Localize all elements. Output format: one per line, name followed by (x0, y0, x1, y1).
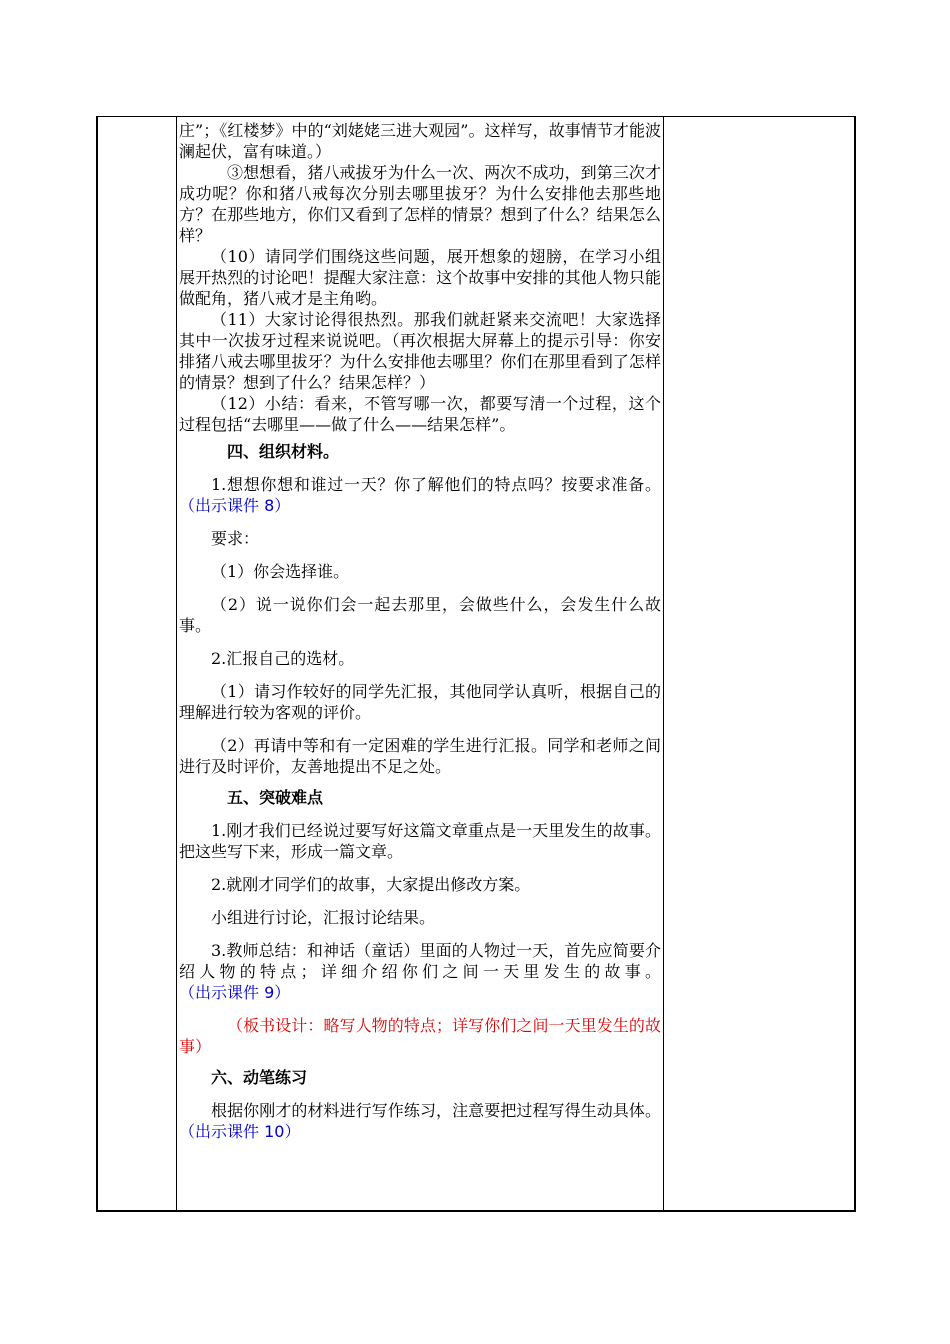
paragraph: 小组进行讨论，汇报讨论结果。 (211, 908, 436, 927)
paragraph: （2）再请中等和有一定困难的学生进行汇报。同学和老师之间进行及时评价，友善地提出不足之处。 (179, 736, 661, 776)
board-design-note: （板书设计：略写人物的特点；详写你们之间一天里发生的故事） (179, 1016, 661, 1056)
courseware-link: （出示课件 8） (179, 496, 291, 515)
column-divider-left (176, 117, 177, 1210)
section-heading-6: 六、动笔练习 (211, 1068, 308, 1087)
paragraph: （12）小结：看来，不管写哪一次，都要写清一个过程，这个过程包括“去哪里——做了什么——结果怎样”。 (179, 394, 661, 434)
paragraph: （2）说一说你们会一起去那里，会做些什么，会发生什么故事。 (179, 595, 661, 635)
paragraph: （1）你会选择谁。 (211, 562, 350, 581)
paragraph: 要求： (211, 529, 260, 548)
paragraph: 2.就刚才同学们的故事，大家提出修改方案。 (211, 875, 531, 894)
paragraph: （10）请同学们围绕这些问题，展开想象的翅膀，在学习小组展开热烈的讨论吧！提醒大家注意：这个故事中安排的其他人物只能做配角，猪八戒才是主角哟。 (179, 247, 661, 308)
paragraph (179, 1100, 661, 1142)
paragraph: ③想想看，猪八戒拔牙为什么一次、两次不成功，到第三次才成功呢？你和猪八戒每次分别去哪里拔牙？为什么安排他去那些地方？在那些地方，你们又看到了怎样的情景？想到了什么？结果怎么样？ (179, 163, 661, 245)
courseware-link: （出示课件 10） (179, 1122, 301, 1141)
paragraph: 1.刚才我们已经说过要写好这篇文章重点是一天里发生的故事。把这些写下来，形成一篇文章。 (179, 821, 661, 861)
section-heading-5: 五、突破难点 (227, 788, 324, 807)
courseware-link: （出示课件 9） (179, 983, 291, 1002)
paragraph (179, 474, 661, 516)
paragraph: 2.汇报自己的选材。 (211, 649, 355, 668)
lesson-table (96, 116, 856, 1212)
column-divider-right (663, 117, 664, 1210)
paragraph-text: 3.教师总结：和神话（童话）里面的人物过一天，首先应简要介绍人物的特点；详细介绍你们之间一天里发生的故事。 (179, 941, 661, 981)
paragraph-text: 根据你刚才的材料进行写作练习，注意要把过程写得生动具体。 (211, 1101, 661, 1120)
paragraph: （11）大家讨论得很热烈。那我们就赶紧来交流吧！大家选择其中一次拔牙过程来说说吧。（再次根据大屏幕上的提示引导：你安排猪八戒去哪里拔牙？为什么安排他去哪里？你们在那里看到了怎样的情景？想到了什么？结果怎样？） (179, 310, 661, 392)
paragraph (179, 940, 661, 1003)
paragraph: 庄”；《红楼梦》中的“刘姥姥三进大观园”。这样写，故事情节才能波澜起伏，富有味道。） (179, 121, 661, 161)
section-heading-4: 四、组织材料。 (227, 442, 340, 461)
paragraph-text: 1.想想你想和谁过一天？你了解他们的特点吗？按要求准备。 (211, 475, 661, 494)
paragraph: （1）请习作较好的同学先汇报，其他同学认真听，根据自己的理解进行较为客观的评价。 (179, 682, 661, 722)
lesson-content-cell (179, 120, 661, 1142)
